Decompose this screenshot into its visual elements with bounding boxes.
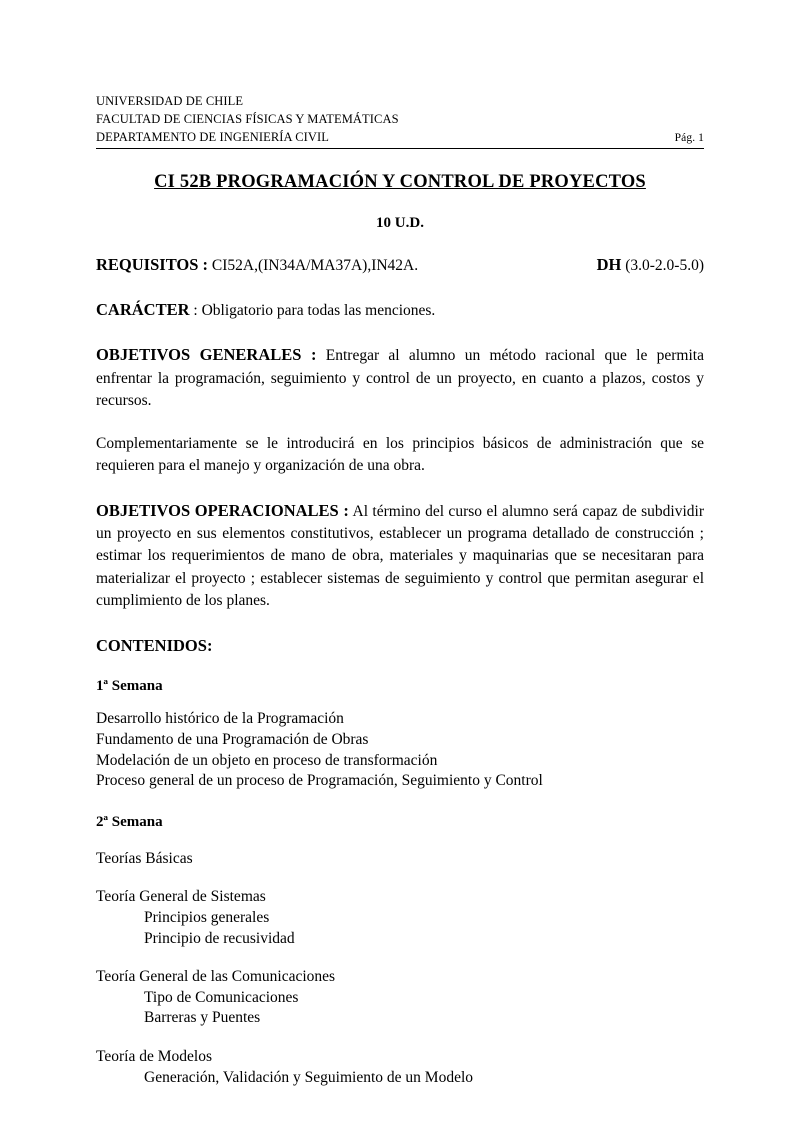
- week-1-title: 1ª Semana: [96, 678, 163, 695]
- course-units: 10 U.D.: [376, 214, 424, 231]
- objetivos-generales-label: OBJETIVOS GENERALES :: [96, 345, 317, 365]
- list-item: Fundamento de una Programación de Obras: [96, 730, 369, 748]
- page-number: Pág. 1: [674, 132, 704, 145]
- group-heading: Teoría General de las Comunicaciones: [96, 968, 336, 986]
- week-2-title: 2ª Semana: [96, 813, 163, 830]
- dh-label: DH: [596, 254, 622, 274]
- requisitos-block: [96, 253, 418, 277]
- objetivos-generales-text: Entregar al alumno un método racional que le permita enfrentar la programación, seguimiento y control de un proyecto, en cuanto a plazos, costos y recursos.: [96, 347, 704, 409]
- objetivos-operacionales-text: Al término del curso el alumno será capaz de subdividir un proyecto en sus elementos constitutivos, establecer un programa detallado de construcción ; estimar los requerimientos de mano de obra, materiales y maquinarias que se necesitaran para materializar el proyecto ; establecer sistemas de seguimiento y control que permitan asegurar el cumplimiento de los planes.: [96, 502, 704, 610]
- requisitos-row: [96, 253, 704, 277]
- requisitos-value: CI52A,(IN34A/MA37A),IN42A.: [211, 256, 419, 274]
- contenidos-heading: CONTENIDOS:: [96, 636, 213, 656]
- objetivos-generales-paragraph: [96, 343, 704, 412]
- objetivos-operacionales-paragraph: [96, 499, 704, 613]
- document-header: [96, 92, 704, 149]
- header-faculty: FACULTAD DE CIENCIAS FÍSICAS Y MATEMÁTICAS: [96, 112, 399, 127]
- week-2-group-2: [96, 967, 704, 1029]
- week-1-list: [96, 709, 704, 791]
- week-2-group-3: [96, 1047, 704, 1088]
- week-2-intro: Teorías Básicas: [96, 849, 193, 867]
- group-item: Barreras y Puentes: [144, 1009, 261, 1027]
- page-title: CI 52B PROGRAMACIÓN Y CONTROL DE PROYECTOS: [154, 171, 646, 192]
- list-item: Modelación de un objeto en proceso de transformación: [96, 751, 438, 769]
- dh-block: [597, 253, 704, 277]
- caracter-value: : Obligatorio para todas las menciones.: [193, 301, 436, 319]
- header-department: DEPARTAMENTO DE INGENIERÍA CIVIL: [96, 130, 330, 145]
- group-item: Principio de recusividad: [144, 929, 295, 947]
- week-2-group-1: [96, 887, 704, 949]
- group-heading: Teoría de Modelos: [96, 1048, 212, 1066]
- list-item: Desarrollo histórico de la Programación: [96, 710, 344, 728]
- list-item: Proceso general de un proceso de Programación, Seguimiento y Control: [96, 772, 543, 790]
- caracter-paragraph: [96, 298, 704, 322]
- dh-value: (3.0-2.0-5.0): [625, 256, 704, 274]
- group-item: Tipo de Comunicaciones: [144, 988, 299, 1006]
- header-department-row: [96, 128, 704, 149]
- caracter-label: CARÁCTER: [96, 299, 190, 319]
- group-heading: Teoría General de Sistemas: [96, 888, 266, 906]
- header-university: UNIVERSIDAD DE CHILE: [96, 94, 244, 108]
- group-item: Generación, Validación y Seguimiento de un Modelo: [144, 1068, 474, 1086]
- requisitos-label: REQUISITOS :: [96, 254, 209, 274]
- group-item: Principios generales: [144, 909, 270, 927]
- objetivos-operacionales-label: OBJETIVOS OPERACIONALES :: [96, 500, 349, 520]
- objetivos-generales-paragraph-2: Complementariamente se le introducirá en los principios básicos de administración que se requieren para el manejo y organización de una obra.: [96, 435, 704, 475]
